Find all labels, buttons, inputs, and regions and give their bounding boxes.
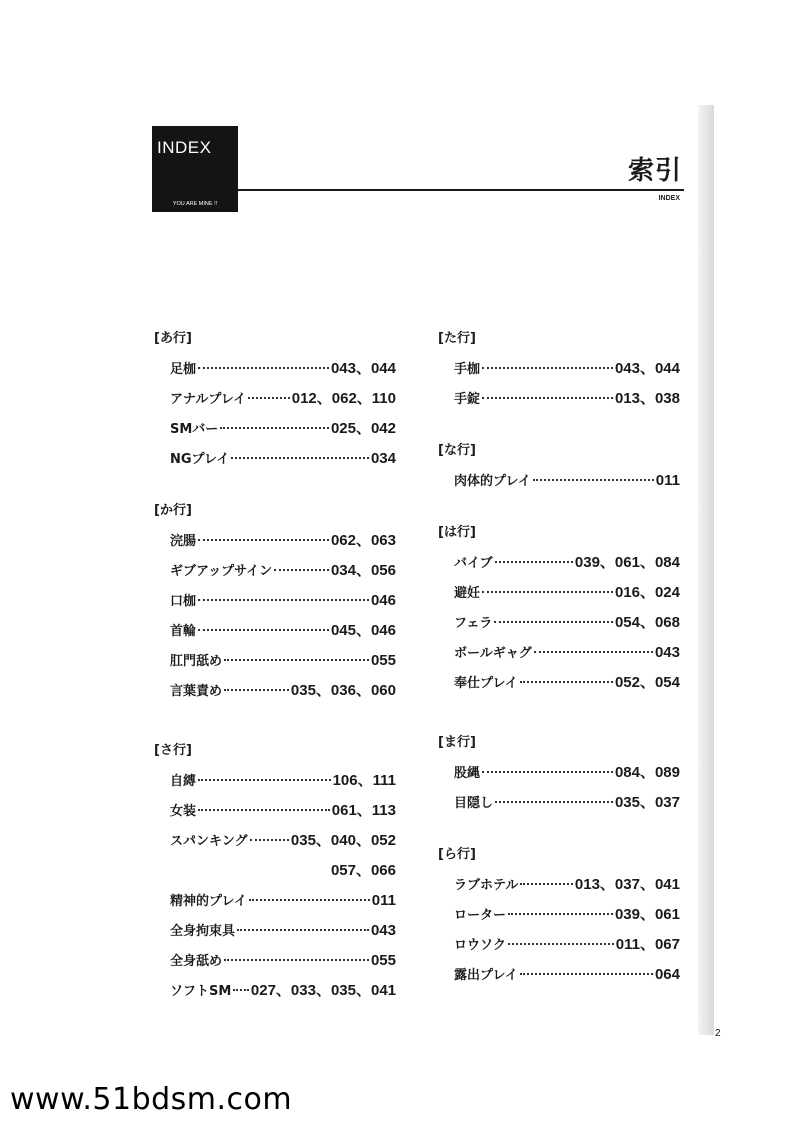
dot-leader <box>482 771 613 773</box>
entry-term: 股縄 <box>454 766 481 781</box>
dot-leader <box>534 651 653 653</box>
dot-leader <box>224 689 289 691</box>
dot-leader <box>495 801 613 803</box>
entry-term: ロウソク <box>454 938 506 953</box>
page-number: 2 <box>715 1028 721 1039</box>
index-entry <box>154 826 396 856</box>
entry-term: 避妊 <box>454 586 481 601</box>
section-heading: [ま行] <box>438 735 476 750</box>
entry-term: 奉仕プレイ <box>454 676 518 691</box>
section-heading: [な行] <box>438 443 476 458</box>
index-entry <box>154 916 396 946</box>
index-entry <box>154 946 396 976</box>
section-gap <box>154 706 396 736</box>
entry-pages: 013、037、041 <box>574 876 680 893</box>
entry-pages: 035、036、060 <box>290 682 396 699</box>
index-section <box>154 496 396 706</box>
entry-pages: 035、040、052 <box>290 832 396 849</box>
entry-pages: 046 <box>370 592 396 609</box>
entry-pages: 039、061 <box>614 906 680 923</box>
entry-term: 肉体的プレイ <box>454 474 531 489</box>
dot-leader <box>249 899 370 901</box>
index-entry <box>438 960 680 990</box>
section-heading: [た行] <box>438 331 476 346</box>
entry-pages: 043、044 <box>330 360 396 377</box>
dot-leader <box>520 681 613 683</box>
index-entry <box>154 886 396 916</box>
index-entry <box>154 444 396 474</box>
section-heading: [ら行] <box>438 847 476 862</box>
page-title: 索引 <box>627 156 682 186</box>
index-entry <box>438 870 680 900</box>
index-entry <box>438 354 680 384</box>
header-rule <box>238 189 684 191</box>
entry-pages: 016、024 <box>614 584 680 601</box>
entry-term: ボールギャグ <box>454 646 532 661</box>
entry-pages: 045、046 <box>330 622 396 639</box>
dot-leader <box>224 659 369 661</box>
entry-term: 浣腸 <box>170 534 197 549</box>
section-gap <box>154 474 396 496</box>
entry-term: アナルプレイ <box>170 392 247 407</box>
entry-term: 肛門舐め <box>170 654 223 669</box>
entry-term: 手錠 <box>454 392 481 407</box>
index-badge-subtitle: YOU ARE MINE !! <box>172 201 218 207</box>
dot-leader <box>198 599 369 601</box>
index-entry <box>154 796 396 826</box>
index-entry <box>438 578 680 608</box>
index-section <box>438 728 680 818</box>
index-entry <box>154 616 396 646</box>
index-entry <box>438 608 680 638</box>
dot-leader <box>494 621 613 623</box>
dot-leader <box>237 929 369 931</box>
entry-term: ギブアップサイン <box>170 564 273 579</box>
dot-leader <box>533 479 654 481</box>
dot-leader <box>520 973 653 975</box>
entry-pages-continued: 057、066 <box>330 862 396 879</box>
entry-pages: 013、038 <box>614 390 680 407</box>
entry-term: NGプレイ <box>170 452 230 467</box>
dot-leader <box>224 959 369 961</box>
index-section <box>438 840 680 990</box>
entry-pages: 106、111 <box>332 772 396 789</box>
watermark-url: www.51bdsm.com <box>10 1082 293 1117</box>
section-heading: [あ行] <box>154 331 192 346</box>
dot-leader <box>198 809 330 811</box>
entry-pages: 027、033、035、041 <box>250 982 396 999</box>
index-entry-continuation <box>154 856 396 886</box>
dot-leader <box>274 569 329 571</box>
index-entry <box>438 668 680 698</box>
entry-term: バイブ <box>454 556 493 571</box>
entry-pages: 061、113 <box>331 802 396 819</box>
entry-pages: 055 <box>370 952 396 969</box>
entry-term: ローター <box>454 908 507 923</box>
dot-leader <box>250 839 289 841</box>
entry-term: 手枷 <box>454 362 481 377</box>
dot-leader <box>248 397 290 399</box>
dot-leader <box>482 397 613 399</box>
entry-pages: 035、037 <box>614 794 680 811</box>
entry-pages: 052、054 <box>614 674 680 691</box>
index-section <box>438 324 680 414</box>
entry-term: 全身拘束具 <box>170 924 236 939</box>
section-heading: [は行] <box>438 525 476 540</box>
entry-term: 女装 <box>170 804 197 819</box>
index-column-left <box>154 324 396 1006</box>
entry-pages: 012、062、110 <box>291 390 396 407</box>
section-gap <box>438 414 680 436</box>
entry-term: 露出プレイ <box>454 968 518 983</box>
dot-leader <box>233 989 249 991</box>
index-entry <box>438 638 680 668</box>
index-entry <box>438 466 680 496</box>
entry-pages: 039、061、084 <box>574 554 680 571</box>
section-gap <box>438 818 680 840</box>
dot-leader <box>508 913 613 915</box>
entry-pages: 011 <box>371 892 396 909</box>
page-edge-shadow <box>698 105 714 1035</box>
index-entry <box>154 976 396 1006</box>
entry-term: SMバー <box>170 422 219 437</box>
entry-term: ラブホテル <box>454 878 519 893</box>
entry-pages: 062、063 <box>330 532 396 549</box>
dot-leader <box>231 457 369 459</box>
dot-leader <box>220 427 329 429</box>
dot-leader <box>482 367 613 369</box>
index-entry <box>154 384 396 414</box>
entry-pages: 064 <box>654 966 680 983</box>
index-section <box>438 518 680 698</box>
dot-leader <box>482 591 613 593</box>
dot-leader <box>495 561 573 563</box>
index-column-right <box>438 324 680 990</box>
page-subtitle: INDEX <box>658 195 680 202</box>
index-entry <box>154 414 396 444</box>
section-gap <box>438 698 680 728</box>
index-section <box>438 436 680 496</box>
entry-pages: 043 <box>370 922 396 939</box>
entry-term: 目隠し <box>454 796 494 811</box>
dot-leader <box>198 779 331 781</box>
entry-pages: 034 <box>370 450 396 467</box>
entry-pages: 011、067 <box>615 936 680 953</box>
index-entry <box>154 526 396 556</box>
index-badge-label: INDEX <box>157 138 212 157</box>
entry-term: 足枷 <box>170 362 197 377</box>
entry-pages: 055 <box>370 652 396 669</box>
index-entry <box>154 676 396 706</box>
dot-leader <box>508 943 614 945</box>
entry-term: 言葉責め <box>170 684 223 699</box>
index-entry <box>438 758 680 788</box>
dot-leader <box>198 539 329 541</box>
entry-pages: 054、068 <box>614 614 680 631</box>
entry-pages: 034、056 <box>330 562 396 579</box>
index-entry <box>154 646 396 676</box>
entry-pages: 011 <box>655 472 680 489</box>
entry-term: 全身舐め <box>170 954 223 969</box>
entry-pages: 043 <box>654 644 680 661</box>
entry-pages: 084、089 <box>614 764 680 781</box>
index-badge <box>152 126 238 212</box>
index-section <box>154 736 396 1006</box>
dot-leader <box>520 883 573 885</box>
entry-term: 自縛 <box>170 774 197 789</box>
entry-term: 精神的プレイ <box>170 894 247 909</box>
index-entry <box>154 766 396 796</box>
section-heading: [か行] <box>154 503 192 518</box>
index-entry <box>438 384 680 414</box>
index-entry <box>438 548 680 578</box>
dot-leader <box>198 367 329 369</box>
entry-term: 首輪 <box>170 624 197 639</box>
index-entry <box>154 556 396 586</box>
index-section <box>154 324 396 474</box>
dot-leader <box>198 629 329 631</box>
entry-pages: 025、042 <box>330 420 396 437</box>
section-gap <box>438 496 680 518</box>
entry-term: スパンキング <box>170 834 248 849</box>
section-heading: [さ行] <box>154 743 192 758</box>
entry-term: フェラ <box>454 616 493 631</box>
index-entry <box>154 354 396 384</box>
index-entry <box>438 930 680 960</box>
index-entry <box>438 900 680 930</box>
index-entry <box>438 788 680 818</box>
entry-term: 口枷 <box>170 594 197 609</box>
index-entry <box>154 586 396 616</box>
entry-pages: 043、044 <box>614 360 680 377</box>
entry-term: ソフトSM <box>170 984 232 999</box>
